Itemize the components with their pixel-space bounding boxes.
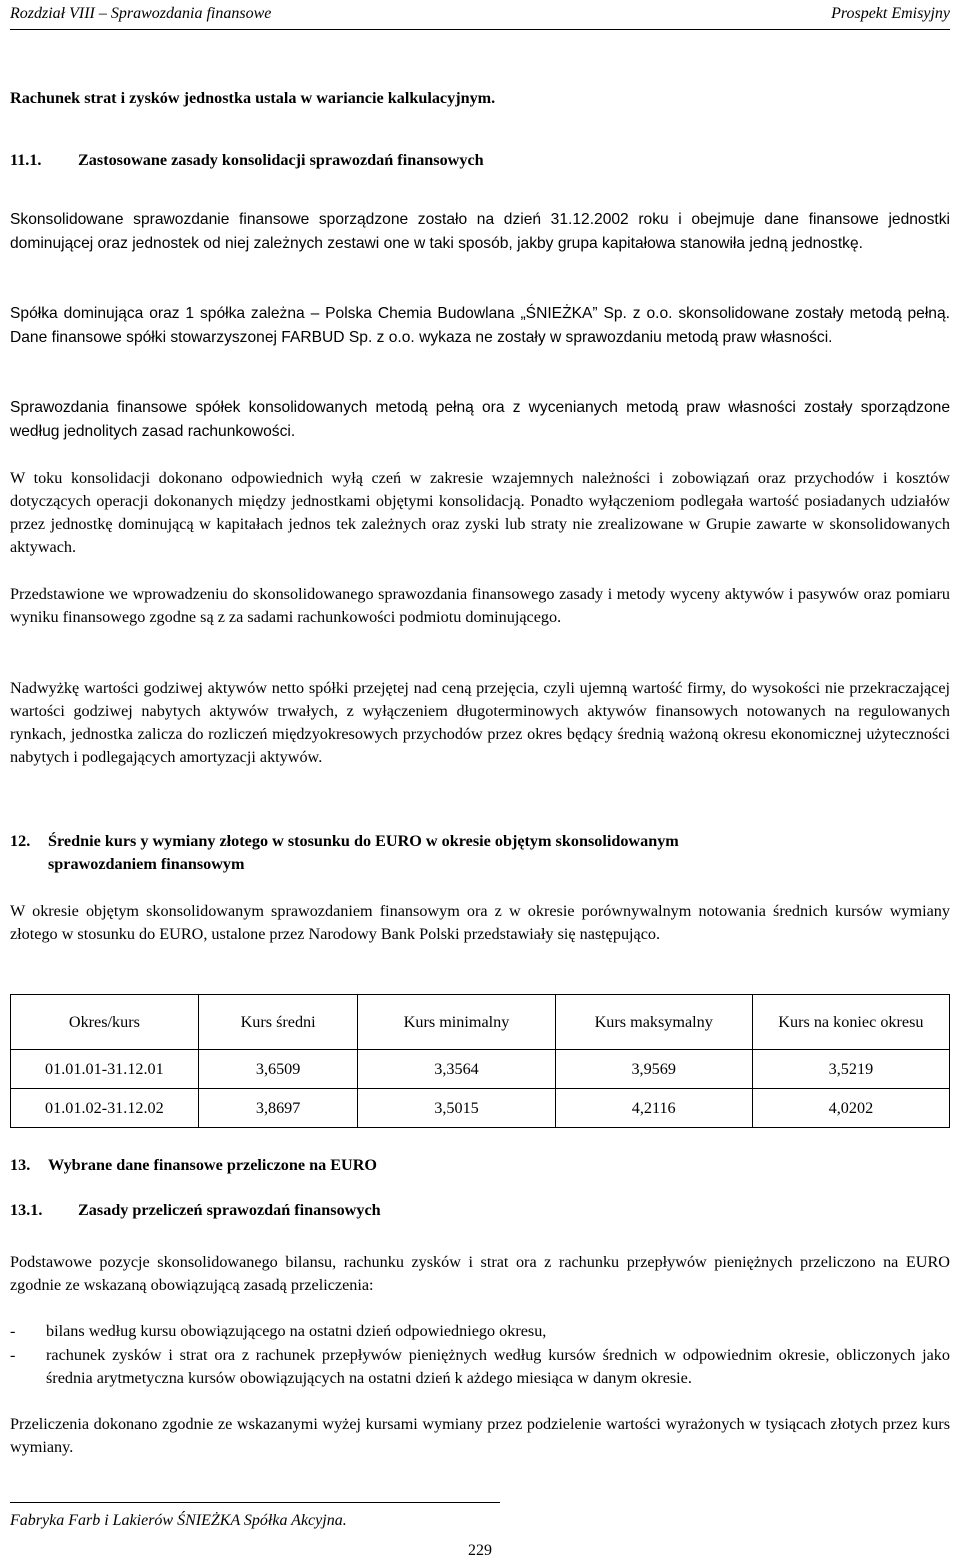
section-12-heading — [10, 830, 950, 876]
paragraph-valuation-methods: Przedstawione we wprowadzeniu do skonsolidowanego sprawozdania finansowego zasady i metody wyceny aktywów i pasywów oraz pomiaru wyniku finansowego zgodne są z za sadami rachunkowości podmiotu dominującego. — [10, 585, 950, 626]
list-item — [10, 1344, 950, 1390]
exchange-rates-table — [10, 994, 950, 1128]
page-header — [10, 0, 950, 30]
intro-statement: Rachunek strat i zysków jednostka ustala w wariancie kalkulacyjnym. — [10, 89, 496, 107]
paragraph-uniform-policies: Sprawozdania finansowe spółek konsolidowanych metodą pełną ora z wycenianych metodą praw własności zostały sporządzone według jednolitych zasad rachunkowości. — [10, 399, 950, 440]
page-number: 229 — [468, 1542, 492, 1559]
bullet-marker: - — [10, 1346, 16, 1364]
list-item — [10, 1320, 950, 1343]
table-cell: 01.01.02-31.12.02 — [11, 1089, 199, 1128]
section-title: Zastosowane zasady konsolidacji sprawozdań finansowych — [78, 151, 484, 169]
table-cell: 3,5015 — [358, 1089, 555, 1128]
table-cell: 3,9569 — [555, 1050, 752, 1089]
column-header: Kurs średni — [198, 995, 358, 1050]
column-header: Okres/kurs — [11, 995, 199, 1050]
paragraph-eliminations: W toku konsolidacji dokonano odpowiednich wyłą czeń w zakresie wzajemnych należności i zobowiązań oraz przychodów i kosztów dotyczących operacji dokonanych między jednostkami objętymi konsolidacją. Ponadto wyłączeniom podlegała wartość posiadanych udziałów przez jednostkę dominującą w kapitałach jednos tek zależnych oraz zyski lub straty nie zrealizowane w Grupie zawarte w skonsolidowanych aktywach. — [10, 469, 950, 556]
footer-company-name: Fabryka Farb i Lakierów ŚNIEŻKA Spółka Akcyjna. — [10, 1512, 347, 1529]
table-cell: 3,8697 — [198, 1089, 358, 1128]
table-cell: 3,3564 — [358, 1050, 555, 1089]
paragraph-conversion-rules: Podstawowe pozycje skonsolidowanego bilansu, rachunku zysków i strat ora z rachunku przepływów pieniężnych przeliczono na EURO zgodnie ze wskazaną obowiązującą zasadą przeliczenia: — [10, 1253, 950, 1294]
list-item-text: rachunek zysków i strat ora z rachunek przepływów pieniężnych według kursów średnich w odpowiednim okresie, obliczonych jako średnia arytmetyczna kursów obowiązujących na ostatni dzień k ażdego miesiąca w danym okresie. — [46, 1346, 950, 1387]
section-title-line1: Średnie kurs y wymiany złotego w stosunku do EURO w okresie objętym skonsolidowanym — [48, 832, 679, 850]
section-number: 13. — [10, 1156, 31, 1174]
table-header-row — [11, 995, 950, 1050]
section-title-line2: sprawozdaniem finansowym — [48, 855, 245, 873]
section-11-1-heading — [10, 149, 950, 172]
table-cell: 4,0202 — [752, 1089, 949, 1128]
column-header: Kurs minimalny — [358, 995, 555, 1050]
header-chapter: Rozdział VIII – Sprawozdania finansowe — [10, 5, 272, 22]
bullet-marker: - — [10, 1322, 16, 1340]
paragraph-exchange-rates: W okresie objętym skonsolidowanym sprawozdaniem finansowym ora z w okresie porównywalnym notowania średnich kursów wymiany złotego w stosunku do EURO, ustalone przez Narodowy Bank Polski przedstawiały się następująco. — [10, 902, 950, 943]
table-cell: 3,6509 — [198, 1050, 358, 1089]
section-number: 11.1. — [10, 151, 42, 169]
paragraph-negative-goodwill: Nadwyżkę wartości godziwej aktywów netto spółki przejętej nad ceną przejęcia, czyli ujemną wartość firmy, do wysokości nie przekraczającej wartości godziwej nabytych aktywów trwałych, z wyłączeniem długoterminowych aktywów finansowych notowanych na regulowanych rynkach, jednostka zalicza do rozliczeń międzyokresowych przychodów przez okres będący średnią ważoną okresu ekonomicznej użyteczności nabytych i podlegających amortyzacji aktywów. — [10, 679, 950, 766]
paragraph-conversion-closing: Przeliczenia dokonano zgodnie ze wskazanymi wyżej kursami wymiany przez podzielenie wartości wyrażonych w tysiącach złotych przez kurs wymiany. — [10, 1415, 950, 1456]
table-cell: 3,5219 — [752, 1050, 949, 1089]
paragraph-consolidation-scope: Skonsolidowane sprawozdanie finansowe sporządzone zostało na dzień 31.12.2002 roku i obejmuje dane finansowe jednostki dominującej oraz jednostek od niej zależnych zestawi one w taki sposób, jakby grupa kapitałowa stanowiła jedną jednostkę. — [10, 211, 950, 252]
list-item-text: bilans według kursu obowiązującego na ostatni dzień odpowiedniego okresu, — [46, 1322, 547, 1340]
section-title: Wybrane dane finansowe przeliczone na EURO — [48, 1156, 377, 1174]
section-number: 13.1. — [10, 1201, 43, 1219]
table-cell: 01.01.01-31.12.01 — [11, 1050, 199, 1089]
paragraph-consolidation-method: Spółka dominująca oraz 1 spółka zależna – Polska Chemia Budowlana „ŚNIEŻKA” Sp. z o.o. skonsolidowane zostały metodą pełną. Dane finansowe spółki stowarzyszonej FARBUD Sp. z o.o. wykaza ne zostały w sprawozdaniu metodą praw własności. — [10, 305, 950, 346]
table-row — [11, 1089, 950, 1128]
section-13-1-heading — [10, 1199, 950, 1222]
column-header: Kurs maksymalny — [555, 995, 752, 1050]
table-row — [11, 1050, 950, 1089]
column-header: Kurs na koniec okresu — [752, 995, 949, 1050]
header-rule — [10, 29, 950, 30]
footer-rule — [10, 1502, 500, 1503]
table-cell: 4,2116 — [555, 1089, 752, 1128]
section-13-heading — [10, 1154, 950, 1177]
section-number: 12. — [10, 832, 31, 850]
header-document-title: Prospekt Emisyjny — [831, 5, 950, 22]
section-title: Zasady przeliczeń sprawozdań finansowych — [78, 1201, 381, 1219]
